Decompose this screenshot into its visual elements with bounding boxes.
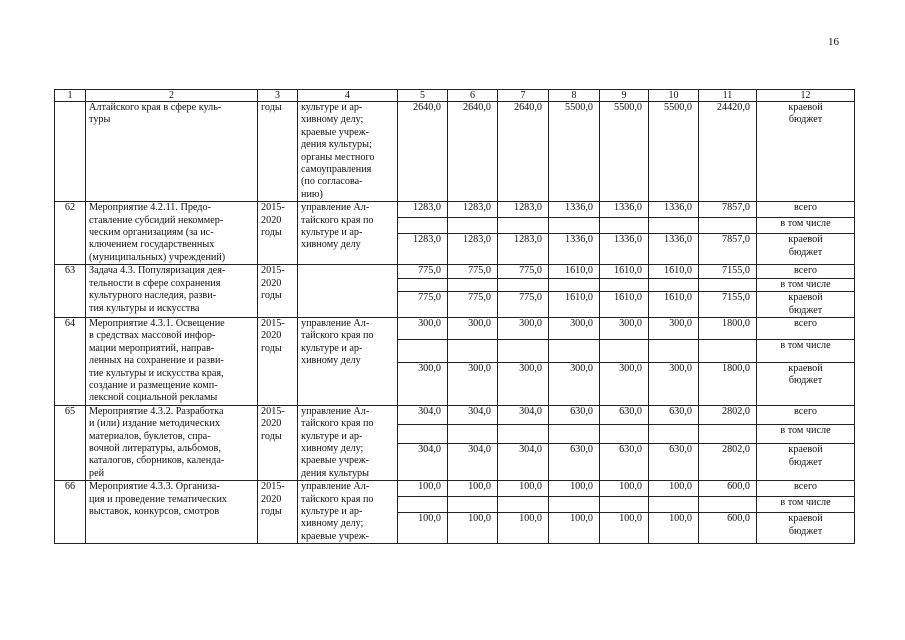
funding-label-including: в том числе [757, 278, 855, 291]
budget-table [54, 89, 855, 544]
row-period: 2015- 2020 годы [258, 317, 298, 405]
funding-label-total: всего [757, 481, 855, 497]
amount-cell: 1283,0 [398, 202, 448, 218]
row-name: Мероприятие 4.2.11. Предо- ставление субсидий некоммер- ческим организациям (за ис- ключением государственных (муниципальных) учреждений) [86, 202, 258, 265]
amount-cell: 100,0 [549, 513, 600, 544]
row-period: 2015- 2020 годы [258, 202, 298, 265]
column-number: 9 [600, 90, 649, 102]
amount-cell: 630,0 [549, 444, 600, 481]
amount-cell: 100,0 [600, 513, 649, 544]
amount-cell-empty [448, 278, 498, 291]
amount-cell: 300,0 [549, 317, 600, 339]
amount-cell: 2640,0 [398, 102, 448, 202]
column-number: 3 [258, 90, 298, 102]
amount-cell: 100,0 [448, 513, 498, 544]
amount-cell: 1800,0 [699, 317, 757, 339]
amount-cell: 100,0 [448, 481, 498, 497]
funding-label-budget: краевой бюджет [757, 234, 855, 265]
row-number [55, 102, 86, 202]
amount-cell: 304,0 [448, 405, 498, 424]
column-number: 1 [55, 90, 86, 102]
row-period: 2015- 2020 годы [258, 481, 298, 544]
funding-label-budget: краевой бюджет [757, 513, 855, 544]
amount-cell: 304,0 [498, 405, 549, 424]
table-row [55, 202, 855, 218]
column-number-row [55, 90, 855, 102]
amount-cell: 300,0 [600, 362, 649, 405]
funding-label-including: в том числе [757, 497, 855, 513]
amount-cell: 2640,0 [498, 102, 549, 202]
amount-cell-empty [398, 218, 448, 234]
amount-cell: 5500,0 [549, 102, 600, 202]
amount-cell: 100,0 [398, 513, 448, 544]
amount-cell: 2640,0 [448, 102, 498, 202]
amount-cell-empty [398, 497, 448, 513]
amount-cell-empty [600, 218, 649, 234]
row-executor: культуре и ар- хивному делу; краевые учреж- дения культуры; органы местного самоуправления (по согласова- нию) [298, 102, 398, 202]
amount-cell-empty [549, 340, 600, 362]
amount-cell: 304,0 [398, 444, 448, 481]
amount-cell-empty [448, 424, 498, 443]
amount-cell: 1800,0 [699, 362, 757, 405]
amount-cell-empty [498, 497, 549, 513]
amount-cell: 300,0 [649, 317, 699, 339]
funding-label-total: всего [757, 317, 855, 339]
amount-cell-empty [649, 424, 699, 443]
amount-cell-empty [448, 497, 498, 513]
table-row [55, 265, 855, 278]
row-name: Мероприятие 4.3.1. Освещение в средствах массовой инфор- мации мероприятий, направ- ленных на сохранение и разви- тие культуры и искусства края, создание и размещение комп- лексной социальной рекламы [86, 317, 258, 405]
amount-cell: 1283,0 [448, 234, 498, 265]
funding-source: краевой бюджет [757, 102, 855, 202]
amount-cell-empty [398, 340, 448, 362]
amount-cell-empty [600, 340, 649, 362]
row-period: годы [258, 102, 298, 202]
amount-cell-empty [699, 218, 757, 234]
amount-cell: 1283,0 [498, 234, 549, 265]
row-name: Мероприятие 4.3.2. Разработка и (или) издание методических материалов, буклетов, спра- вочной литературы, альбомов, каталогов, сборников, календа- рей [86, 405, 258, 480]
row-number: 64 [55, 317, 86, 405]
amount-cell: 100,0 [498, 513, 549, 544]
row-number: 62 [55, 202, 86, 265]
column-number: 6 [448, 90, 498, 102]
amount-cell: 1336,0 [600, 234, 649, 265]
amount-cell: 630,0 [600, 444, 649, 481]
amount-cell: 1610,0 [549, 292, 600, 318]
page-number: 16 [828, 36, 839, 48]
row-number: 63 [55, 265, 86, 318]
amount-cell: 630,0 [649, 444, 699, 481]
column-number: 10 [649, 90, 699, 102]
funding-label-budget: краевой бюджет [757, 444, 855, 481]
amount-cell: 300,0 [549, 362, 600, 405]
column-number: 8 [549, 90, 600, 102]
amount-cell: 100,0 [649, 481, 699, 497]
amount-cell-empty [600, 424, 649, 443]
row-name: Задача 4.3. Популяризация дея- тельности в сфере сохранения культурного наследия, разви- тия культуры и искусства [86, 265, 258, 318]
amount-cell-empty [549, 278, 600, 291]
amount-cell-empty [649, 278, 699, 291]
amount-cell: 24420,0 [699, 102, 757, 202]
column-number: 7 [498, 90, 549, 102]
amount-cell: 100,0 [498, 481, 549, 497]
row-period: 2015- 2020 годы [258, 265, 298, 318]
amount-cell: 630,0 [649, 405, 699, 424]
column-number: 2 [86, 90, 258, 102]
funding-label-total: всего [757, 265, 855, 278]
amount-cell: 2802,0 [699, 405, 757, 424]
amount-cell: 775,0 [398, 292, 448, 318]
amount-cell: 7155,0 [699, 292, 757, 318]
funding-label-total: всего [757, 202, 855, 218]
amount-cell-empty [649, 218, 699, 234]
funding-label-including: в том числе [757, 340, 855, 362]
amount-cell: 100,0 [549, 481, 600, 497]
amount-cell: 1610,0 [600, 265, 649, 278]
funding-label-budget: краевой бюджет [757, 292, 855, 318]
amount-cell-empty [549, 497, 600, 513]
row-executor: управление Ал- тайского края по культуре и ар- хивному делу [298, 317, 398, 405]
amount-cell-empty [398, 424, 448, 443]
amount-cell: 1283,0 [448, 202, 498, 218]
amount-cell: 1336,0 [600, 202, 649, 218]
amount-cell-empty [498, 424, 549, 443]
amount-cell: 1610,0 [649, 265, 699, 278]
amount-cell: 1610,0 [649, 292, 699, 318]
amount-cell-empty [448, 340, 498, 362]
amount-cell: 1336,0 [549, 234, 600, 265]
amount-cell: 300,0 [398, 317, 448, 339]
amount-cell: 304,0 [448, 444, 498, 481]
row-executor: управление Ал- тайского края по культуре и ар- хивному делу; краевые учреж- дения культуры [298, 405, 398, 480]
amount-cell-empty [498, 278, 549, 291]
amount-cell-empty [398, 278, 448, 291]
amount-cell: 1336,0 [649, 202, 699, 218]
row-name: Мероприятие 4.3.3. Организа- ция и проведение тематических выставок, конкурсов, смотров [86, 481, 258, 544]
amount-cell: 1283,0 [398, 234, 448, 265]
amount-cell: 5500,0 [600, 102, 649, 202]
amount-cell-empty [699, 340, 757, 362]
amount-cell: 1336,0 [649, 234, 699, 265]
row-number: 66 [55, 481, 86, 544]
amount-cell: 300,0 [498, 317, 549, 339]
row-executor: управление Ал- тайского края по культуре и ар- хивному делу; краевые учреж- [298, 481, 398, 544]
amount-cell: 100,0 [600, 481, 649, 497]
amount-cell-empty [549, 218, 600, 234]
amount-cell: 300,0 [448, 362, 498, 405]
column-number: 12 [757, 90, 855, 102]
amount-cell-empty [699, 424, 757, 443]
amount-cell: 600,0 [699, 481, 757, 497]
row-executor: управление Ал- тайского края по культуре и ар- хивному делу [298, 202, 398, 265]
amount-cell: 775,0 [448, 265, 498, 278]
table-row [55, 405, 855, 424]
amount-cell-empty [699, 278, 757, 291]
table-row [55, 317, 855, 339]
amount-cell: 7155,0 [699, 265, 757, 278]
funding-label-including: в том числе [757, 424, 855, 443]
amount-cell: 300,0 [398, 362, 448, 405]
amount-cell: 5500,0 [649, 102, 699, 202]
amount-cell: 600,0 [699, 513, 757, 544]
table-row [55, 481, 855, 497]
row-period: 2015- 2020 годы [258, 405, 298, 480]
amount-cell: 100,0 [398, 481, 448, 497]
amount-cell: 775,0 [398, 265, 448, 278]
amount-cell: 300,0 [649, 362, 699, 405]
funding-label-budget: краевой бюджет [757, 362, 855, 405]
amount-cell: 300,0 [448, 317, 498, 339]
amount-cell-empty [600, 278, 649, 291]
amount-cell-empty [549, 424, 600, 443]
column-number: 4 [298, 90, 398, 102]
row-number: 65 [55, 405, 86, 480]
amount-cell: 1610,0 [549, 265, 600, 278]
funding-label-total: всего [757, 405, 855, 424]
amount-cell: 1336,0 [549, 202, 600, 218]
amount-cell: 7857,0 [699, 234, 757, 265]
amount-cell: 1283,0 [498, 202, 549, 218]
column-number: 5 [398, 90, 448, 102]
amount-cell: 775,0 [448, 292, 498, 318]
amount-cell: 304,0 [398, 405, 448, 424]
continuation-row [55, 102, 855, 202]
amount-cell: 300,0 [600, 317, 649, 339]
amount-cell: 7857,0 [699, 202, 757, 218]
amount-cell: 630,0 [549, 405, 600, 424]
amount-cell-empty [498, 340, 549, 362]
amount-cell: 630,0 [600, 405, 649, 424]
column-number: 11 [699, 90, 757, 102]
amount-cell-empty [448, 218, 498, 234]
amount-cell: 2802,0 [699, 444, 757, 481]
amount-cell: 775,0 [498, 265, 549, 278]
amount-cell: 100,0 [649, 513, 699, 544]
amount-cell-empty [649, 497, 699, 513]
amount-cell: 304,0 [498, 444, 549, 481]
amount-cell-empty [649, 340, 699, 362]
amount-cell: 300,0 [498, 362, 549, 405]
amount-cell: 1610,0 [600, 292, 649, 318]
amount-cell-empty [699, 497, 757, 513]
row-executor [298, 265, 398, 318]
amount-cell-empty [498, 218, 549, 234]
amount-cell: 775,0 [498, 292, 549, 318]
funding-label-including: в том числе [757, 218, 855, 234]
row-name: Алтайского края в сфере куль- туры [86, 102, 258, 202]
amount-cell-empty [600, 497, 649, 513]
